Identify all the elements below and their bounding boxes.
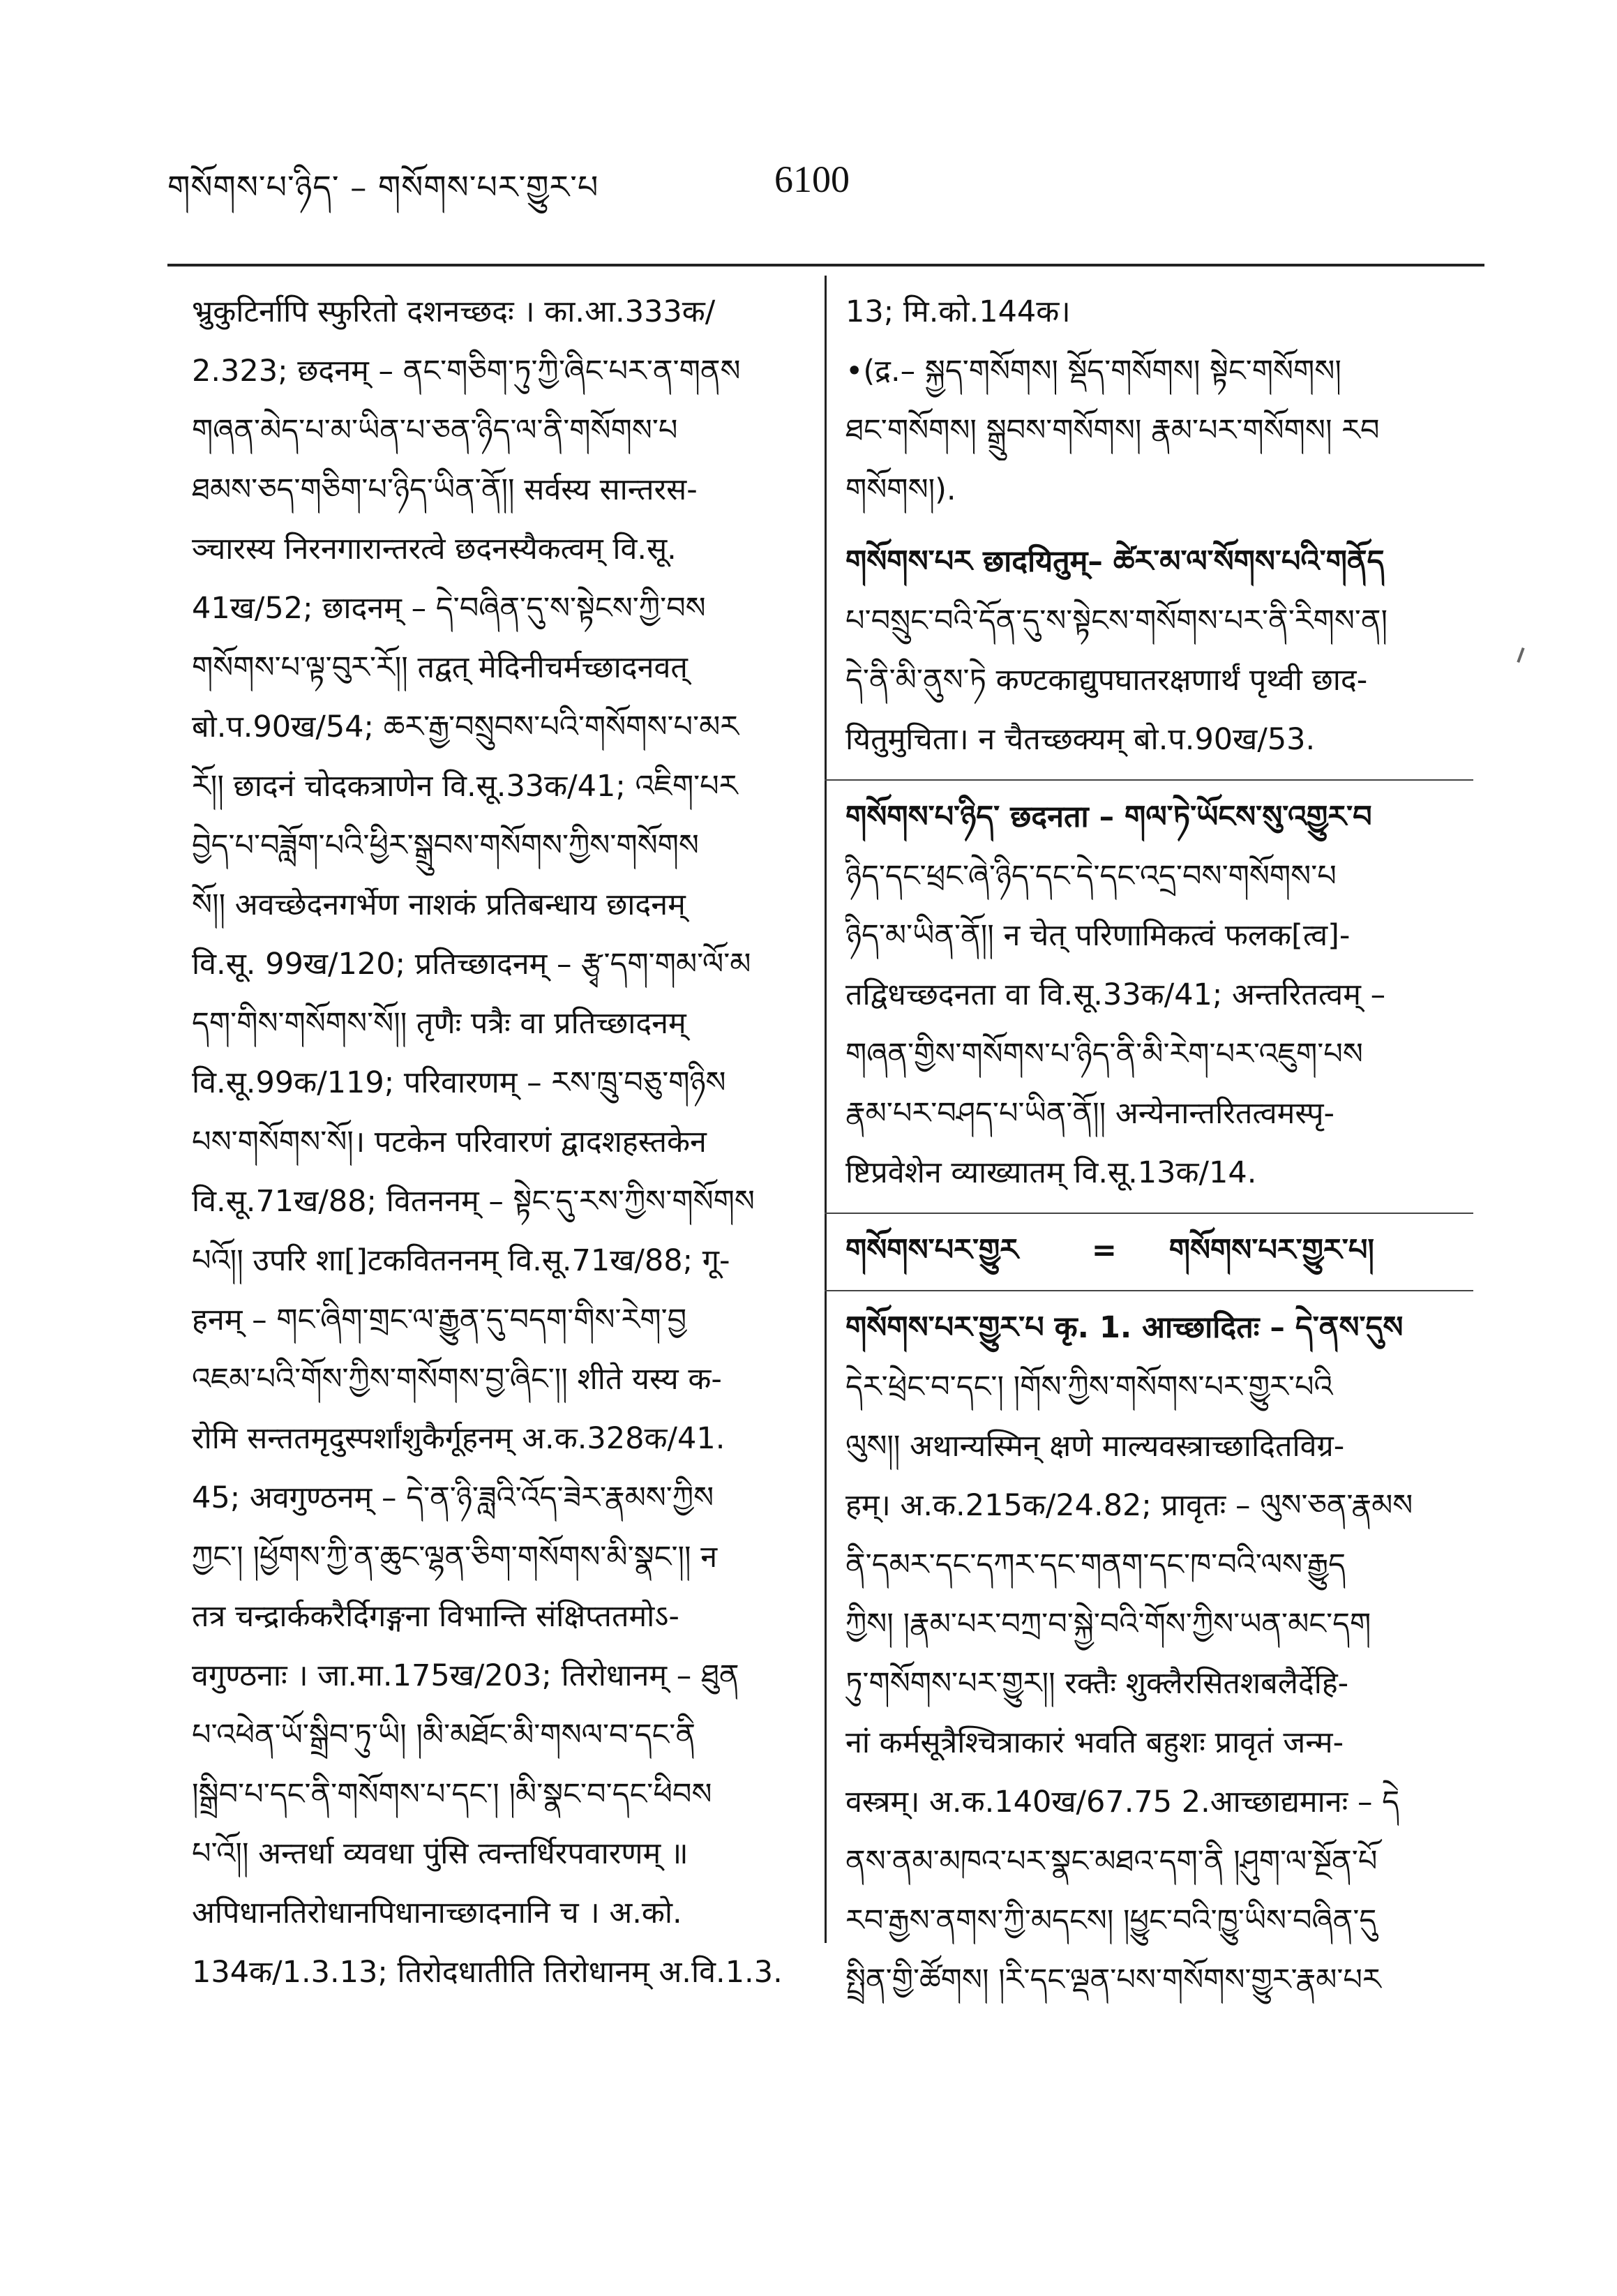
- text-line: ཉིད་དང་ཕྲང་ཞེ་ཉིད་དང་དེ་དང་འདྲ་བས་གསོགས་པ: [845, 859, 1337, 894]
- text-line: དེར་ཕྲེང་བ་དང་། །གོས་ཀྱིས་གསོགས་པར་གྱུར་པའི: [845, 1370, 1333, 1404]
- text-line: པས་གསོགས་སོ།। पटकेन परिवारणं द्वादशहस्तकेन: [192, 1125, 707, 1160]
- text-line: ष्टिप्रवेशेन व्याख्यातम् वि.सू.13क/14.: [845, 1155, 1257, 1190]
- entry-separator: [825, 1213, 1473, 1214]
- text-line: བྱེད་པ་བཟློག་པའི་ཕྱིར་སྒྲུབས་གསོགས་ཀྱིས་གསོགས: [192, 828, 699, 863]
- text-line: ལུས།། अथान्यस्मिन् क्षणे माल्यवस्त्राच्छादितविग्र-: [845, 1429, 1345, 1464]
- text-line: 134क/1.3.13; तिरोदधातीति तिरोधानम् अ.वि.1.3.: [192, 1955, 783, 1990]
- text-line: གསོགས་པ་ལྟ་བུར་རོ།། तद्वत् मेदिनीचर्मच्छादनवत्: [192, 650, 688, 685]
- text-line: भ्रुकुटिर्नापि स्फुरितो दशनच्छदः । का.आ.333क/: [192, 294, 716, 329]
- scan-mark: [1517, 647, 1524, 663]
- text-line: 13; मि.को.144क।: [845, 294, 1071, 329]
- text-line: हनम् – གང་ཞིག་གྲང་ལ་རྒྱུན་དུ་བདག་གིས་རེག་བྱ: [192, 1303, 687, 1337]
- text-line: པའོ།། उपरि शा[]टकवितननम् वि.सू.71ख/88; गू-: [192, 1243, 730, 1278]
- text-line: ཀྱིས། །རྣམ་པར་བཀྲ་བ་སྐྱེ་བའི་གོས་ཀྱིས་ཡན་མང་དག: [845, 1607, 1371, 1642]
- text-line: རོ།། छादनं चोदकत्राणेन वि.सू.33क/41; འཇིག་པར: [192, 769, 738, 804]
- entry-headword-line: གསོགས་པར་གྱུར = གསོགས་པར་གྱུར་པ།: [845, 1233, 1374, 1268]
- text-line: तत्र चन्द्रार्ककरैर्दिगङ्गना विभान्ति संक्षिप्ततमोऽ-: [192, 1599, 679, 1634]
- running-head: གསོགས་པ་ཉིད་ – གསོགས་པར་གྱུར་པ: [167, 168, 599, 206]
- text-line: གཞན་གྱིས་གསོགས་པ་ཉིད་ནི་མི་རེག་པར་འཇུག་པས: [845, 1037, 1363, 1072]
- text-line: 2.323; छदनम् – ནང་གཅིག་ཏུ་ཀྱི་ཞིང་པར་ན་གནས: [192, 354, 741, 389]
- text-line: रोमि सन्ततमृदुस्पर्शांशुकैर्गूहनम् अ.क.328क/41.: [192, 1421, 725, 1456]
- text-line: 45; अवगुण्ठनम् – དེ་ན་ཉི་ཟླའི་འོད་ཟེར་རྣམས་ཀྱིས: [192, 1480, 714, 1515]
- entry-headword-line: གསོགས་པར་གྱུར་པ कृ. 1. आच्छादितः – དེ་ནས་དུས: [845, 1310, 1404, 1345]
- text-line: གཞན་མེད་པ་མ་ཡིན་པ་ཅན་ཉིད་ལ་ནི་གསོགས་པ: [192, 413, 678, 448]
- text-line: རབ་རྒྱས་ནགས་ཀྱི་མདངས། །ཕྱུང་བའི་ཁྱུ་ཡིས་བཞིན་དུ: [845, 1903, 1377, 1938]
- header-rule: [167, 264, 1484, 267]
- entry-headword-line: གསོགས་པར छादयितुम्– ཚེར་མ་ལ་སོགས་པའི་གནོད: [845, 544, 1385, 579]
- text-line: नां कर्मसूत्रैश्चित्राकारं भवति बहुशः प्रावृतं जन्म-: [845, 1725, 1344, 1760]
- text-line: ཀྱང་། །ཕྱོགས་ཀྱི་ན་ཆུང་ལྷན་ཅིག་གསོགས་མི་སྣང་།། न: [192, 1540, 718, 1575]
- text-line: པ་འོ།། अन्तर्धा व्यवधा पुंसि त्वन्तर्धिरपवारणम् ॥: [192, 1836, 689, 1871]
- text-line: སྤྲིན་གྱི་ཚོགས། །རི་དང་ལྡན་པས་གསོགས་གྱུར་རྣམ་པར: [845, 1963, 1381, 1997]
- text-line: वि.सू.99क/119; परिवारणम् – རས་ཁྲུ་བཅུ་གཉིས: [192, 1065, 726, 1100]
- text-line: །སྒྲིབ་པ་དང་ནི་གསོགས་པ་དང་། །མི་སྣང་བ་དང་ཕིབས: [192, 1777, 712, 1812]
- text-line: ཐང་གསོགས། སྒྲུབས་གསོགས། རྣམ་པར་གསོགས། རབ: [845, 413, 1380, 448]
- entry-headword-line: གསོགས་པ་ཉིད་ छदनता – གལ་ཏེ་ཡོངས་སུ་འགྱུར་བ: [845, 800, 1372, 834]
- text-line: बो.प.90ख/54; ཆར་རྒྱ་བསྲུབས་པའི་གསོགས་པ་མར: [192, 710, 739, 744]
- text-line: གསོགས།).: [845, 472, 956, 507]
- entry-separator: [825, 779, 1473, 781]
- left-column: [192, 283, 806, 2002]
- text-line: हम्। अ.क.215क/24.82; प्रावृतः – ལུས་ཅན་རྣམས: [845, 1488, 1413, 1523]
- text-line: ཉིད་མ་ཡིན་ནོ།། न चेत् परिणामिकत्वं फलक[त्व]-: [845, 918, 1351, 953]
- text-line: अपिधानतिरोधानपिधानाच्छादनानि च । अ.को.: [192, 1896, 682, 1930]
- entry-gap: [845, 520, 1473, 532]
- text-line: འཇམ་པའི་གོས་ཀྱིས་གསོགས་བྱ་ཞིང་།། शीते यस्य क-: [192, 1362, 722, 1397]
- text-line: तद्विधच्छदनता वा वि.सू.33क/41; अन्तरितत्वम् –: [845, 977, 1386, 1012]
- text-line: वगुण्ठनाः । जा.मा.175ख/203; तिरोधानम् – ཐུན: [192, 1658, 739, 1693]
- right-column: [845, 283, 1473, 2010]
- text-line: རྣམ་པར་བཤད་པ་ཡིན་ནོ།། अन्येनान्तरितत्वमस्पृ-: [845, 1096, 1335, 1131]
- page-number: 6100: [774, 158, 850, 200]
- text-line: 41ख/52; छादनम् – དེ་བཞིན་དུ་ས་སྟེངས་ཀྱི་བས: [192, 591, 706, 626]
- text-line: वि.सू.71ख/88; वितननम् – སྟེང་དུ་རས་ཀྱིས་གསོགས: [192, 1184, 755, 1219]
- text-line: ནི་དམར་དང་དཀར་དང་གནག་དང་ཁ་བའི་ལས་རྒྱུད: [845, 1547, 1346, 1582]
- text-line: དག་གིས་གསོགས་སོ།། तृणैः पत्रैः वा प्रतिच्छादनम्: [192, 1006, 686, 1041]
- column-separator: [825, 276, 827, 1943]
- text-line: यितुमुचिता। न चैतच्छक्यम् बो.प.90ख/53.: [845, 722, 1316, 757]
- text-line: པ་འཕེན་ཡོ་སྒྲིབ་ཏུ་ཡི། །མི་མཐོང་མི་གསལ་བ་དང་ནི: [192, 1718, 696, 1753]
- text-line: वि.सू. 99ख/120; प्रतिच्छादनम् – རྩྭ་དག་གམ་ལོ་མ: [192, 947, 751, 982]
- text-line: वस्त्रम्। अ.क.140ख/67.75 2.आच्छाद्यमानः – དེ: [845, 1785, 1400, 1819]
- text-line: དེ་ནི་མི་ནུས་ཏེ कण्टकाद्युपघातरक्षणार्थं पृथ्वी छाद-: [845, 663, 1368, 698]
- text-line: པ་བསྲུང་བའི་དོན་དུ་ས་སྟེངས་གསོགས་པར་ནི་རིགས་ན།: [845, 603, 1388, 638]
- text-line: ཐམས་ཅད་གཅིག་པ་ཉིད་ཡིན་ནོ།། सर्वस्य सान्तरस-: [192, 472, 698, 507]
- text-line: ཏུ་གསོགས་པར་གྱུར།། रक्तैः शुक्लैरसितशबलैर्देहि-: [845, 1666, 1349, 1701]
- text-line: ནས་ནམ་མཁའ་པར་སྣང་མཐའ་དག་ནི །ཤུག་ལ་སྔོན་པོ: [845, 1844, 1378, 1879]
- cross-reference-line: •(द्र.– སྐྱད་གསོགས། སྡོད་གསོགས། སྟེང་གསོགས།: [845, 354, 1341, 389]
- entry-separator: [825, 1290, 1473, 1291]
- text-line: སོ།། अवच्छेदनगर्भेण नाशकं प्रतिबन्धाय छादनम्: [192, 887, 686, 922]
- text-line: ञ्चारस्य निरनगारान्तरत्वे छदनस्यैकत्वम् वि.सू.: [192, 532, 677, 567]
